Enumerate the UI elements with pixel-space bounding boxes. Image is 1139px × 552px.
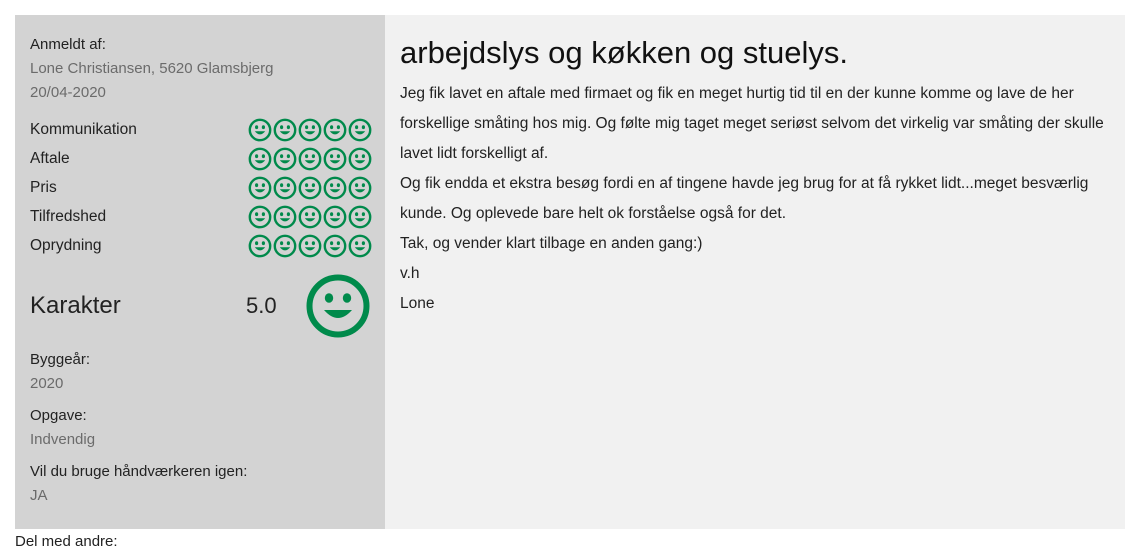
rating-name: Pris bbox=[30, 178, 57, 196]
rating-name: Aftale bbox=[30, 149, 70, 167]
review-text bbox=[400, 79, 1110, 319]
smiley-face-icon bbox=[273, 176, 297, 200]
rating-smileys bbox=[248, 205, 372, 229]
smiley-face-icon bbox=[348, 118, 372, 142]
field-value: JA bbox=[30, 487, 48, 504]
smiley-face-icon bbox=[298, 118, 322, 142]
review-paragraph: Lone bbox=[400, 295, 435, 312]
rating-name: Oprydning bbox=[30, 236, 102, 254]
job-fields bbox=[30, 348, 370, 508]
field-label: Byggeår: bbox=[30, 351, 91, 368]
smiley-face-icon bbox=[248, 176, 272, 200]
rating-smileys bbox=[248, 234, 372, 258]
field-task bbox=[30, 404, 370, 452]
rating-row bbox=[30, 144, 370, 173]
field-label: Vil du bruge håndværkeren igen: bbox=[30, 463, 248, 480]
smiley-face-icon bbox=[248, 118, 272, 142]
review-paragraph: Jeg fik lavet en aftale med firmaet og fik en meget hurtig tid til en der kunne komme og lave de her forskellige småting hos mig. Og følte mig taget meget seriøst selvom det virkelig var småting der skulle lavet lidt forskelligt af. bbox=[400, 85, 1104, 162]
smiley-face-icon bbox=[273, 205, 297, 229]
reviewer-label: Anmeldt af: bbox=[30, 36, 106, 53]
smiley-face-icon bbox=[323, 205, 347, 229]
smiley-face-icon bbox=[306, 274, 370, 338]
smiley-face-icon bbox=[298, 176, 322, 200]
rating-name: Kommunikation bbox=[30, 120, 137, 138]
rating-row bbox=[30, 202, 370, 231]
review-date: 20/04-2020 bbox=[30, 84, 106, 101]
rating-name: Tilfredshed bbox=[30, 207, 107, 225]
smiley-face-icon bbox=[348, 234, 372, 258]
share-label: Del med andre: bbox=[15, 533, 118, 550]
smiley-face-icon bbox=[273, 118, 297, 142]
smiley-face-icon bbox=[298, 234, 322, 258]
ratings-list bbox=[30, 115, 370, 260]
smiley-face-icon bbox=[248, 205, 272, 229]
review-main bbox=[385, 15, 1125, 529]
smiley-face-icon bbox=[298, 147, 322, 171]
field-label: Opgave: bbox=[30, 407, 87, 424]
field-value: Indvendig bbox=[30, 431, 96, 448]
smiley-face-icon bbox=[348, 176, 372, 200]
field-value: 2020 bbox=[30, 375, 64, 392]
review-title: arbejdslys og køkken og stuelys. bbox=[400, 35, 848, 70]
smiley-face-icon bbox=[248, 147, 272, 171]
smiley-face-icon bbox=[273, 147, 297, 171]
smiley-face-icon bbox=[323, 118, 347, 142]
grade-value: 5.0 bbox=[246, 293, 277, 318]
rating-row bbox=[30, 231, 370, 260]
smiley-face-icon bbox=[323, 234, 347, 258]
smiley-face-icon bbox=[348, 147, 372, 171]
field-hire-again bbox=[30, 460, 370, 508]
smiley-face-icon bbox=[248, 234, 272, 258]
review-sidebar bbox=[15, 15, 385, 529]
rating-smileys bbox=[248, 118, 372, 142]
reviewer-block bbox=[30, 33, 370, 105]
review-paragraph: Tak, og vender klart tilbage en anden gang:) bbox=[400, 235, 703, 252]
review-card bbox=[15, 15, 1125, 529]
grade-block bbox=[30, 274, 370, 338]
smiley-face-icon bbox=[323, 176, 347, 200]
smiley-face-icon bbox=[298, 205, 322, 229]
reviewer-name: Lone Christiansen, 5620 Glamsbjerg bbox=[30, 60, 274, 77]
field-build-year bbox=[30, 348, 370, 396]
rating-smileys bbox=[248, 176, 372, 200]
smiley-face-icon bbox=[273, 234, 297, 258]
smiley-face-icon bbox=[348, 205, 372, 229]
review-paragraph: Og fik endda et ekstra besøg fordi en af tingene havde jeg brug for at få rykket lidt...meget besværlig kunde. Og oplevede bare helt ok forståelse også for det. bbox=[400, 175, 1089, 222]
grade-label: Karakter bbox=[30, 292, 121, 319]
rating-row bbox=[30, 115, 370, 144]
smiley-face-icon bbox=[323, 147, 347, 171]
rating-smileys bbox=[248, 147, 372, 171]
review-paragraph: v.h bbox=[400, 265, 420, 282]
rating-row bbox=[30, 173, 370, 202]
